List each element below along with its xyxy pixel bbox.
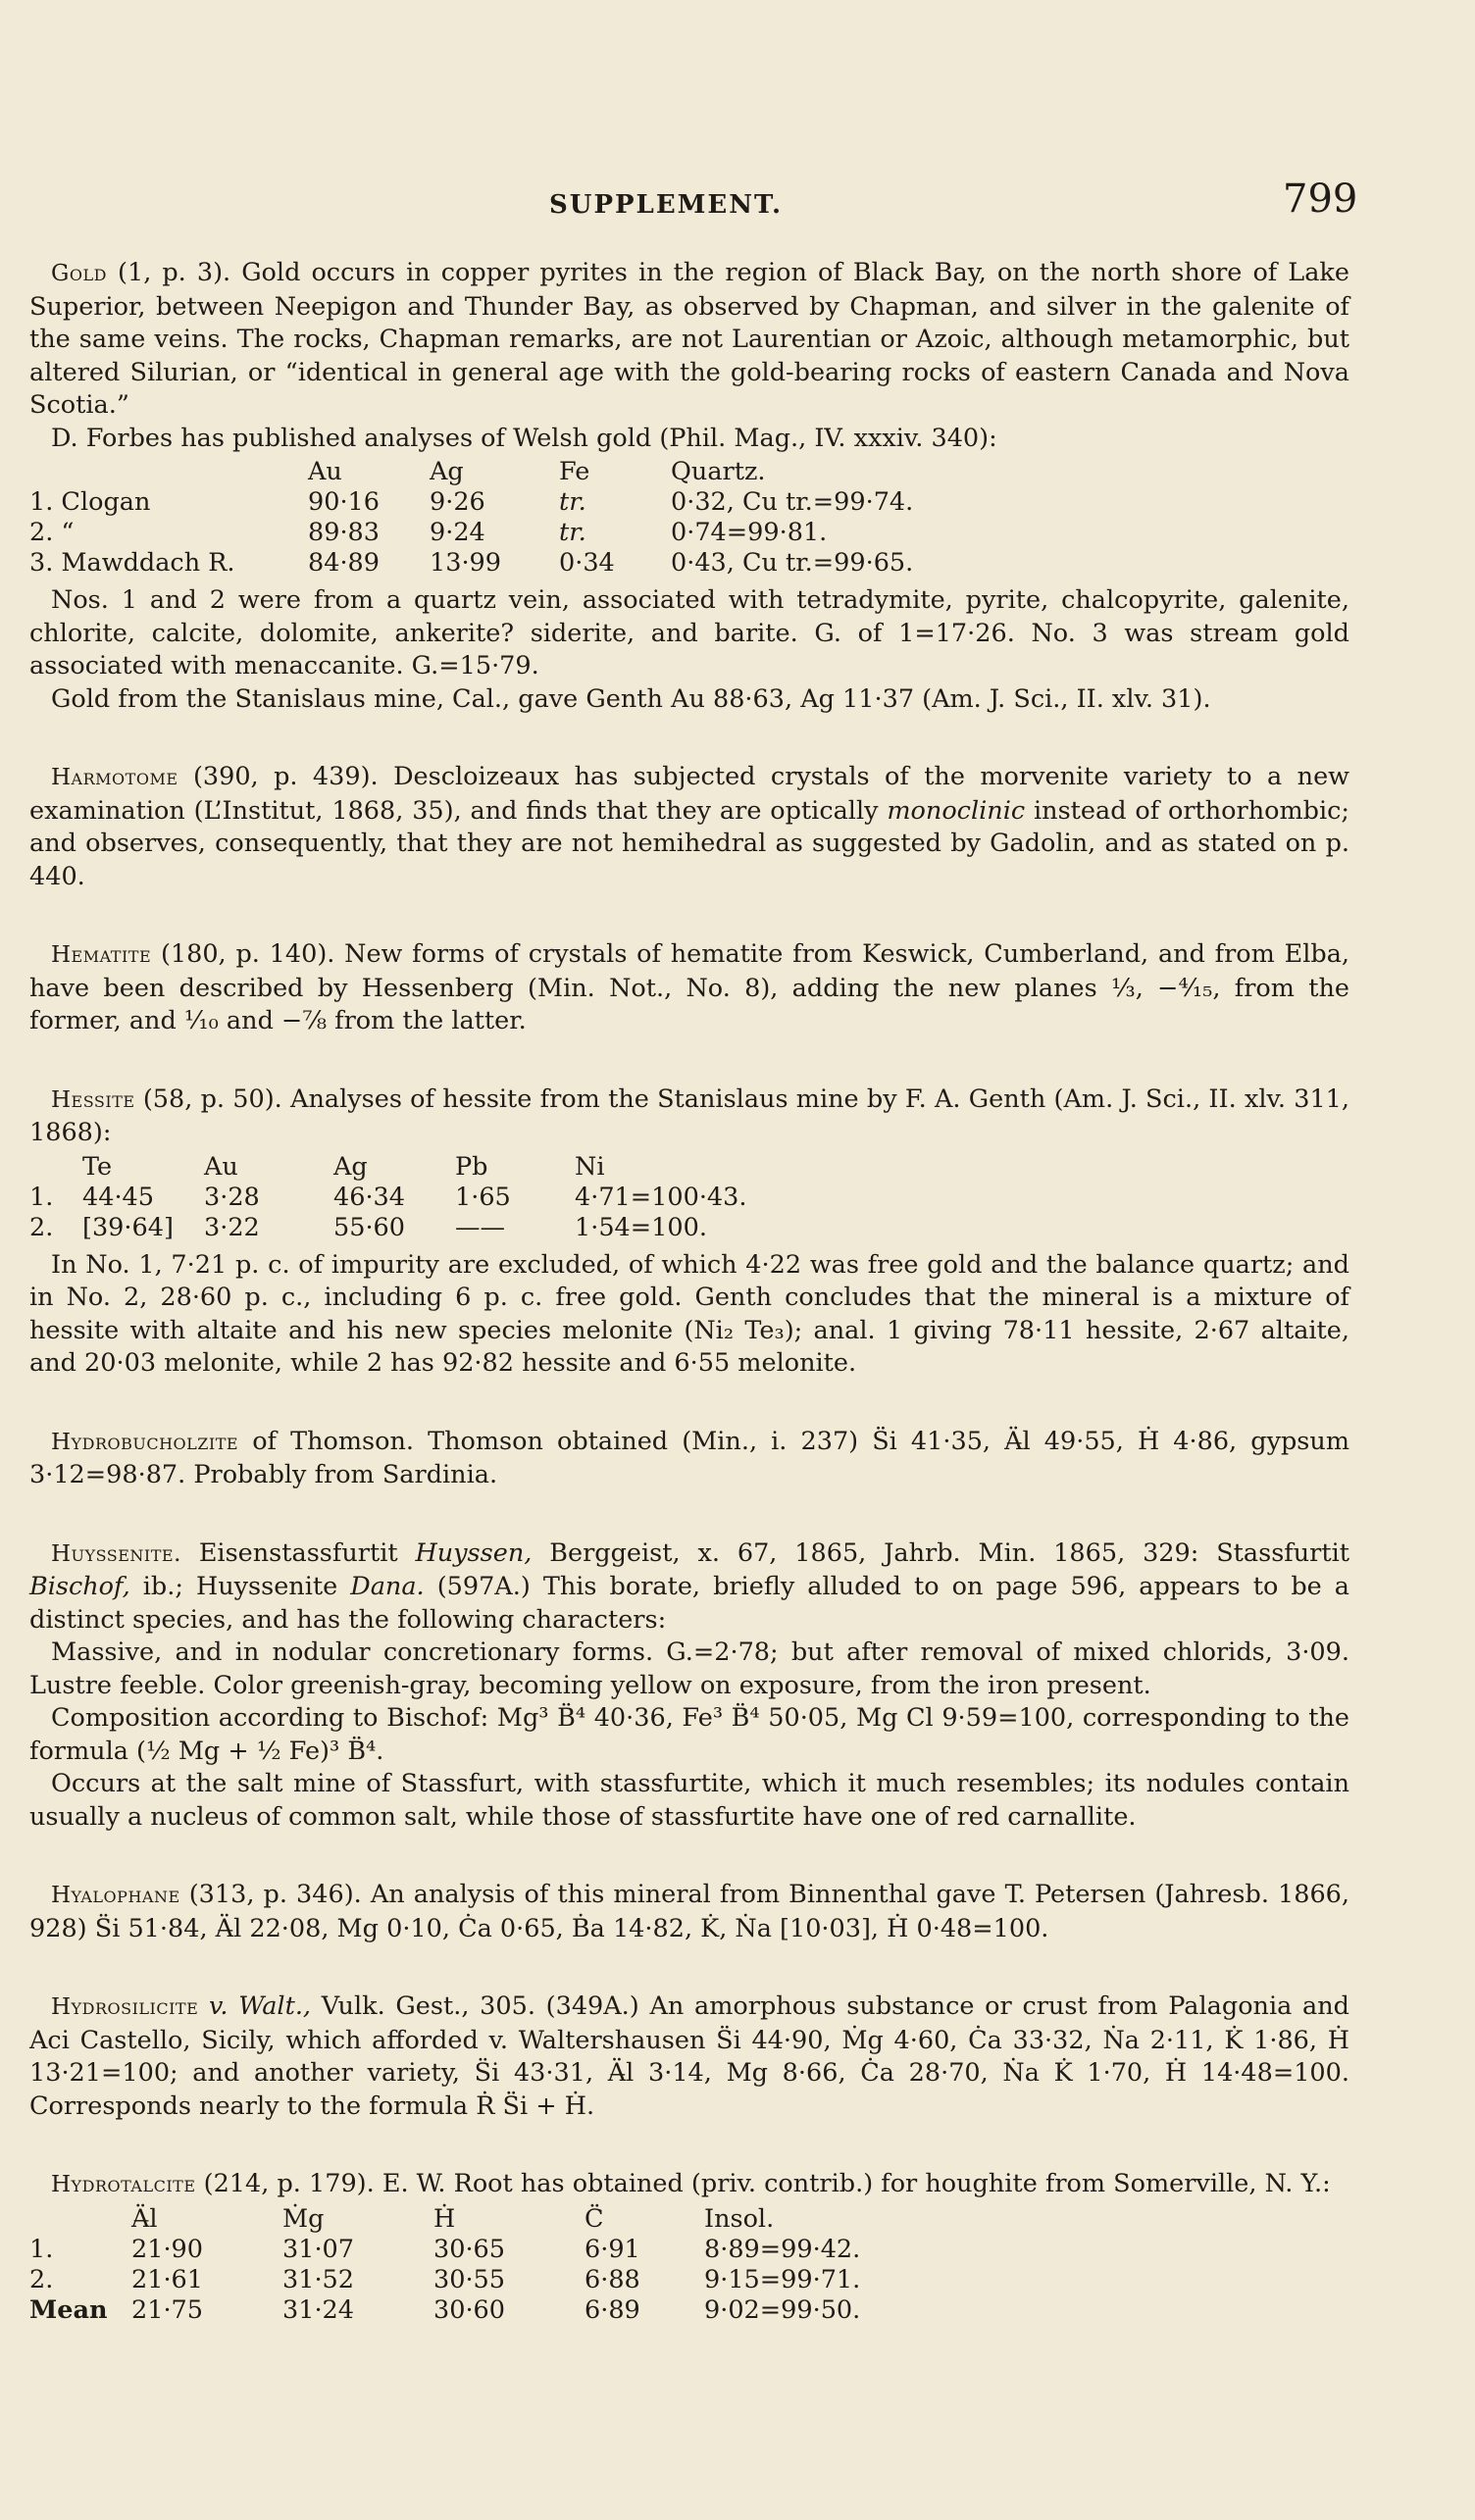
entry-text: Gold occurs in copper pyrites in the region of Black Bay, on the north shore of Lake Superior, between Neepigon and Thunder Bay, as observed by Chapman, and silver in the galenite of the same veins. The rocks, Chapman remarks, are not Laurentian or Azoic, although metamorphic, but altered Silurian, or “identical in general age with the gold-bearing rocks of eastern Canada and Nova Scotia.”: [29, 258, 1349, 420]
hessite-analysis-table: [29, 1152, 760, 1243]
table-cell: 9·02=99·50.: [704, 2294, 861, 2325]
table-cell: Au: [308, 457, 342, 486]
entry-text: instead of orthorhombic; and observes, consequently, that they are not hemihedral as suggested by Gadolin, and as stated on p. 440.: [29, 795, 1350, 891]
table-cell: Mean: [29, 2294, 108, 2325]
entry-name: Gold: [51, 261, 107, 286]
table-cell: 4·71=100·43.: [575, 1182, 747, 1212]
table-row: [29, 518, 927, 548]
page-content: [29, 257, 1349, 2332]
table-cell: [29, 1152, 82, 1183]
entry-gold: [29, 257, 1349, 423]
table-cell: 6·88: [585, 2264, 640, 2294]
table-cell: 21·61: [131, 2264, 204, 2294]
entry-huyssenite: [29, 1537, 1349, 1638]
table-cell: 21·90: [131, 2234, 204, 2264]
entry-ref: (214, p. 179).: [203, 2169, 375, 2198]
table-cell: [29, 457, 308, 487]
table-cell: Ḣ: [433, 2203, 456, 2234]
page-header: [0, 176, 1475, 235]
entry-name: Hessite: [51, 1086, 135, 1113]
table-cell: 2.: [29, 1212, 54, 1242]
entry-name: Hyalophane: [51, 1883, 180, 1908]
table-row: [29, 2295, 874, 2326]
table-cell: 30·55: [433, 2264, 506, 2294]
page-number: 799: [1283, 176, 1358, 222]
table-cell: [39·64]: [82, 1212, 174, 1242]
entry-name: Harmotome: [51, 765, 178, 790]
table-cell: 0·74=99·81.: [671, 518, 828, 547]
table-cell: 0·34: [559, 548, 615, 578]
table-cell: 6·91: [585, 2234, 640, 2264]
table-cell: 1·65: [455, 1182, 511, 1212]
table-cell: Fe: [559, 457, 590, 486]
table-cell: ——: [455, 1212, 505, 1242]
table-cell: 89·83: [308, 518, 381, 547]
huyssenite-description: Massive, and in nodular concretionary forms. G.=2·78; but after removal of mixed chlorids, 3·09. Lustre feeble. Color greenish-gray, becoming yellow on exposure, from the iron present.: [29, 1638, 1349, 1700]
table-cell: 0·43, Cu tr.=99·65.: [671, 548, 914, 578]
entry-text: (597A.) This borate, briefly alluded to on page 596, appears to be a distinct species, and has the following characters:: [29, 1572, 1350, 1635]
table-cell: Insol.: [704, 2203, 775, 2234]
table-cell: 55·60: [333, 1212, 406, 1242]
running-head: SUPPLEMENT.: [549, 190, 784, 220]
table-cell: C̈: [585, 2203, 604, 2234]
table-row: [29, 487, 927, 518]
table-cell: Ag: [333, 1151, 368, 1182]
table-row: [29, 2265, 874, 2295]
table-cell: 3·28: [204, 1182, 260, 1212]
entry-ref: (313, p. 346).: [188, 1880, 362, 1909]
entry-name: Hydrosilicite: [51, 1994, 199, 2020]
entry-ref: (1, p. 3).: [118, 258, 231, 287]
entry-text: Berggeist, x. 67, 1865, Jahrb. Min. 1865, 329: Stassfurtit: [549, 1537, 1350, 1568]
table-cell: tr.: [559, 518, 586, 547]
table-cell: 8·89=99·42.: [704, 2234, 861, 2264]
entry-ref: (58, p. 50).: [142, 1084, 282, 1114]
entry-harmotome: [29, 761, 1349, 893]
table-row: [29, 1183, 760, 1213]
entry-text: An analysis of this mineral from Binnenthal gave T. Petersen (Jahresb. 1866, 928) S̈i 51·84, Ä̶l 22·08, Mg 0·10, Ċa 0·65, Ḃa 14·82, K̇, Ṅa [10·03], Ḣ 0·48=100.: [29, 1880, 1350, 1943]
entry-name: Huyssenite.: [51, 1540, 181, 1567]
table-cell: Te: [82, 1151, 113, 1182]
entry-name: Hydrotalcite: [51, 2172, 196, 2197]
huyssenite-composition: Composition according to Bischof: Mg³ B̈⁴ 40·36, Fe³ B̈⁴ 50·05, Mg Cl 9·59=100, corresponding to the formula (½ Mg + ½ Fe)³ B̈⁴.: [29, 1703, 1349, 1766]
table-cell: 21·75: [131, 2294, 204, 2325]
entry-author: v. Walt.,: [209, 1991, 312, 2021]
entry-text: E. W. Root has obtained (priv. contrib.) for houghite from Somerville, N. Y.:: [381, 2169, 1331, 2198]
entry-text: Eisenstassfurtit: [198, 1537, 398, 1568]
entry-emphasis: monoclinic: [887, 795, 1026, 826]
table-cell: 31·52: [282, 2264, 355, 2294]
entry-text: Analyses of hessite from the Stanislaus mine by F. A. Genth (Am. J. Sci., II. xlv. 311, 1868):: [29, 1084, 1349, 1147]
table-cell: 44·45: [82, 1182, 155, 1212]
table-cell: 1. Clogan: [29, 487, 151, 517]
entry-hessite: [29, 1084, 1349, 1150]
gold-forbes: D. Forbes has published analyses of Welsh gold (Phil. Mag., IV. xxxiv. 340):: [51, 423, 997, 453]
table-cell: 30·65: [433, 2234, 506, 2264]
entry-hydrosilicite: [29, 1991, 1349, 2123]
table-cell: 30·60: [433, 2294, 506, 2325]
table-row: [29, 1213, 760, 1243]
table-header-row: [29, 2204, 874, 2235]
table-cell: 90·16: [308, 487, 381, 517]
table-row: [29, 2235, 874, 2265]
entry-text: ib.; Huyssenite: [142, 1572, 338, 1601]
gold-notes: Nos. 1 and 2 were from a quartz vein, associated with tetradymite, pyrite, chalcopyrite, galenite, chlorite, calcite, dolomite, ankerite? siderite, and barite. G. of 1=17·26. No. 3 was stream gold associated with menaccanite. G.=15·79.: [29, 585, 1349, 680]
table-cell: 31·07: [282, 2234, 355, 2264]
entry-ref: (180, p. 140).: [160, 939, 335, 969]
entry-hematite: [29, 938, 1349, 1038]
table-cell: 9·15=99·71.: [704, 2264, 861, 2294]
table-cell: 3. Mawddach R.: [29, 548, 235, 578]
gold-analysis-table: [29, 457, 927, 579]
entry-name: Hematite: [51, 942, 152, 968]
entry-text: New forms of crystals of hematite from Keswick, Cumberland, and from Elba, have been described by Hessenberg (Min. Not., No. 8), adding the new planes ⅓, −⁴⁄₁₅, from the former, and ¹⁄₁₀ and −⅞ from the latter.: [29, 939, 1350, 1035]
entry-text: of Thomson. Thomson obtained (Min., i. 237) S̈i 41·35, Ä̶l 49·55, Ḣ 4·86, gypsum 3·12=98·87. Probably from Sardinia.: [29, 1426, 1349, 1489]
table-cell: Au: [204, 1151, 238, 1182]
table-cell: 1.: [29, 1182, 54, 1212]
table-cell: Ä̶l: [131, 2203, 158, 2234]
entry-text: Vulk. Gest., 305. (349A.) An amorphous substance or crust from Palagonia and Aci Castello, Sicily, which afforded v. Waltershausen S̈i 44·90, Ṁg 4·60, Ċa 33·32, Ṅa 2·11, K̇ 1·86, Ḣ 13·21=100; and another variety, S̈i 43·31, Ä̶l 3·14, Mg 8·66, Ċa 28·70, Ṅa K̇ 1·70, Ḣ 14·48=100. Corresponds nearly to the formula Ṙ S̈i + Ḣ.: [29, 1991, 1350, 2121]
table-cell: 46·34: [333, 1182, 406, 1212]
gold-stanislaus: Gold from the Stanislaus mine, Cal., gave Genth Au 88·63, Ag 11·37 (Am. J. Sci., II. xlv. 31).: [51, 683, 1211, 714]
hessite-notes: In No. 1, 7·21 p. c. of impurity are excluded, of which 4·22 was free gold and the balance quartz; and in No. 2, 28·60 p. c., including 6 p. c. free gold. Genth concludes that the mineral is a mixture of hessite with altaite and his new species melonite (Ni₂ Te₃); anal. 1 giving 78·11 hessite, 2·67 altaite, and 20·03 melonite, while 2 has 92·82 hessite and 6·55 melonite.: [29, 1249, 1349, 1378]
table-cell: 6·89: [585, 2294, 640, 2325]
table-cell: 2.: [29, 2264, 54, 2294]
entry-author: Huyssen,: [415, 1537, 533, 1568]
table-cell: 1·54=100.: [575, 1212, 707, 1242]
table-cell: Ni: [575, 1151, 605, 1182]
table-cell: 0·32, Cu tr.=99·74.: [671, 487, 914, 517]
table-cell: 3·22: [204, 1212, 260, 1242]
entry-hydrobucholzite: [29, 1426, 1349, 1492]
hydrotalcite-analysis-table: [29, 2204, 874, 2326]
table-header-row: [29, 1152, 760, 1183]
huyssenite-occurrence: Occurs at the salt mine of Stassfurt, with stassfurtite, which it much resembles; its nodules contain usually a nucleus of common salt, while those of stassfurtite have one of red carnallite.: [29, 1769, 1349, 1832]
entry-hydrotalcite: [29, 2168, 1349, 2202]
entry-text: Descloizeaux has subjected crystals of the morvenite variety to a new examination (L’Institut, 1868, 35), and finds that they are optically: [29, 762, 1350, 826]
table-cell: Ṁg: [282, 2203, 325, 2234]
table-row: [29, 548, 927, 579]
table-cell: 9·24: [430, 518, 485, 547]
table-cell: 9·26: [430, 487, 485, 517]
table-header-row: [29, 457, 927, 487]
table-cell: 84·89: [308, 548, 381, 578]
entry-author: Dana.: [350, 1572, 425, 1601]
table-cell: [29, 2204, 131, 2235]
entry-name: Hydrobucholzite: [51, 1429, 239, 1455]
table-cell: 1.: [29, 2234, 54, 2264]
entry-ref: (390, p. 439).: [192, 762, 379, 791]
table-cell: 13·99: [430, 548, 502, 578]
table-cell: Quartz.: [671, 457, 766, 486]
table-cell: 31·24: [282, 2294, 355, 2325]
table-cell: Pb: [455, 1151, 488, 1182]
entry-author: Bischof,: [29, 1572, 130, 1601]
entry-hyalophane: [29, 1879, 1349, 1945]
table-cell: tr.: [559, 487, 586, 517]
table-cell: Ag: [430, 457, 464, 486]
table-cell: 2. “: [29, 518, 75, 547]
